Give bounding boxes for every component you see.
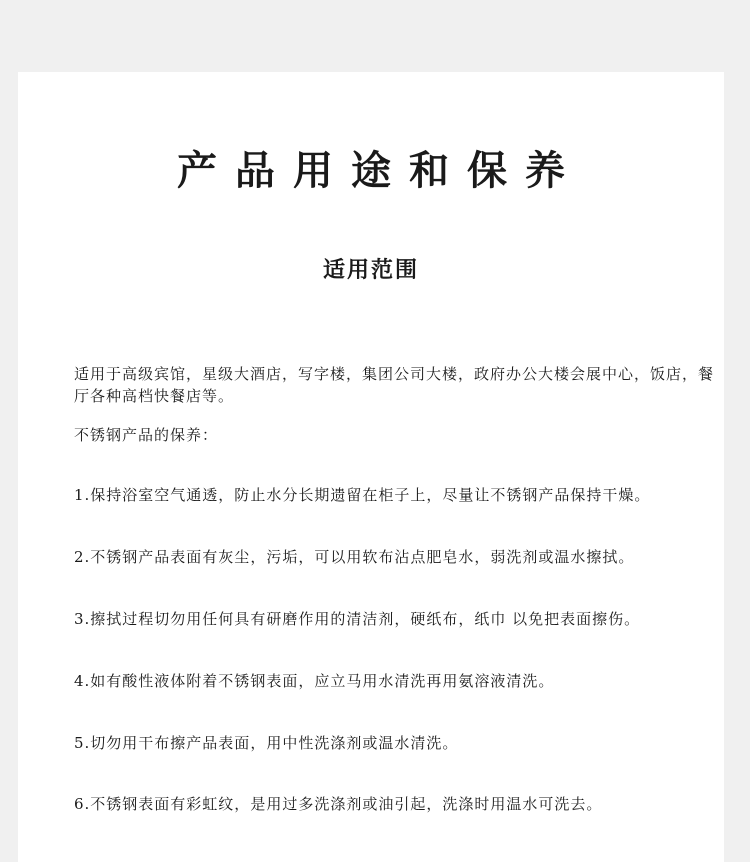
content-card xyxy=(18,72,724,862)
care-heading: 不锈钢产品的保养： xyxy=(74,426,219,444)
care-item: 4.如有酸性液体附着不锈钢表面，应立马用水清洗再用氨溶液清洗。 xyxy=(74,672,555,690)
care-item: 2.不锈钢产品表面有灰尘，污垢，可以用软布沾点肥皂水，弱洗剂或温水擦拭。 xyxy=(74,548,635,566)
section-title: 适用范围 xyxy=(322,257,419,283)
intro-paragraph: 适用于高级宾馆，星级大酒店，写字楼，集团公司大楼，政府办公大楼会展中心，饭店，餐厅各种高档快餐店等。 xyxy=(74,365,715,405)
care-item: 3.擦拭过程切勿用任何具有研磨作用的清洁剂，硬纸布，纸巾 以免把表面擦伤。 xyxy=(74,610,641,628)
care-item: 6.不锈钢表面有彩虹纹，是用过多洗涤剂或油引起，洗涤时用温水可洗去。 xyxy=(74,795,603,813)
care-item: 5.切勿用干布擦产品表面，用中性洗涤剂或温水清洗。 xyxy=(74,734,459,752)
care-item: 1.保持浴室空气通透，防止水分长期遗留在柜子上，尽量让不锈钢产品保持干燥。 xyxy=(74,486,651,504)
page-title: 产品用途和保养 xyxy=(177,147,583,194)
